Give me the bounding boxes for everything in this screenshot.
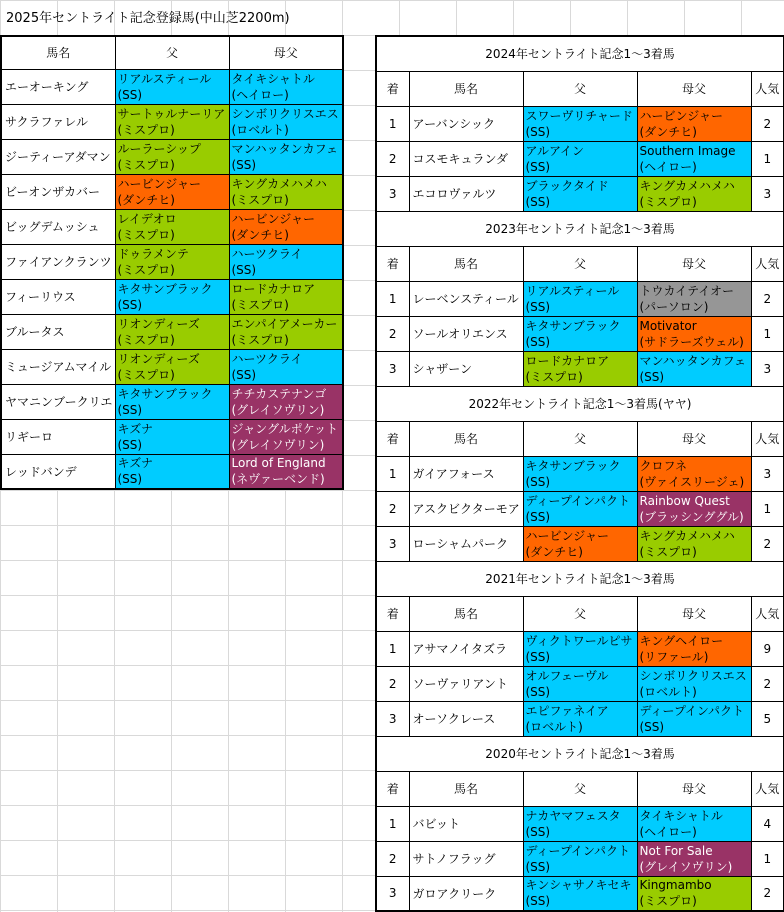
rank-cell[interactable]: 2 <box>376 316 409 351</box>
bloodline-text: (SS) <box>525 299 551 314</box>
horse-name-text: ロードカナロア <box>231 281 316 296</box>
damsire-cell[interactable] <box>229 419 343 454</box>
rank-cell[interactable]: 2 <box>376 491 409 526</box>
horse-name-cell[interactable]: フィーリウス <box>1 279 115 314</box>
damsire-cell[interactable] <box>229 279 343 314</box>
horse-name-text: ハービンジャー <box>117 176 201 191</box>
horse-name-cell[interactable]: ガロアクリーク <box>409 876 523 911</box>
popularity-cell[interactable]: 1 <box>751 841 784 876</box>
sire-cell[interactable] <box>115 419 229 454</box>
column-header-sire: 父 <box>523 596 637 631</box>
sire-cell[interactable] <box>523 841 637 876</box>
column-header-rank: 着 <box>376 771 409 806</box>
column-header-name: 馬名 <box>409 771 523 806</box>
column-header-damsire: 母父 <box>637 596 751 631</box>
bloodline-text: (SS) <box>231 262 257 277</box>
horse-name-text: リアルスティール <box>525 283 620 298</box>
horse-name-text: ハービンジャー <box>639 108 723 123</box>
sire-cell[interactable] <box>523 631 637 666</box>
column-header-sire: 父 <box>523 771 637 806</box>
horse-name-text: リオンディーズ <box>117 316 200 331</box>
bloodline-text: (SS) <box>117 472 143 487</box>
horse-name-text: Motivator <box>639 318 697 333</box>
sire-cell[interactable] <box>115 384 229 419</box>
bloodline-text: (ブラッシンググル) <box>639 509 744 524</box>
horse-name-cell[interactable]: サトノフラッグ <box>409 841 523 876</box>
table-row <box>376 351 784 386</box>
horse-name-text: キンシャサノキセキ <box>525 878 632 893</box>
bloodline-text: (ダンチヒ) <box>639 124 697 139</box>
bloodline-text: (ヴァイスリージェ) <box>639 474 745 489</box>
popularity-cell[interactable]: 1 <box>751 491 784 526</box>
horse-name-text: キタサンブラック <box>525 458 621 473</box>
bloodline-text: (SS) <box>525 509 551 524</box>
bloodline-text: (パーソロン) <box>639 299 709 314</box>
horse-name-text: ジャングルポケット <box>231 421 339 436</box>
damsire-cell[interactable] <box>637 526 751 561</box>
bloodline-text: (ネヴァーベンド) <box>231 472 325 487</box>
horse-name-text: Lord of England <box>231 456 326 471</box>
column-header-sire: 父 <box>523 246 637 281</box>
bloodline-text: (ロベルト) <box>639 684 697 699</box>
horse-name-text: キングカメハメハ <box>639 528 735 543</box>
horse-name-text: シンボリクリスエス <box>231 106 339 121</box>
horse-name-cell[interactable]: コスモキュランダ <box>409 141 523 176</box>
year-title-row <box>376 561 784 596</box>
horse-name-cell[interactable]: バビット <box>409 806 523 841</box>
table-row <box>376 841 784 876</box>
horse-name-cell[interactable]: ファイアンクランツ <box>1 244 115 279</box>
damsire-cell[interactable] <box>229 244 343 279</box>
damsire-cell[interactable] <box>637 141 751 176</box>
table-row <box>376 876 784 911</box>
bloodline-text: (ミスプロ) <box>639 544 697 559</box>
damsire-cell[interactable] <box>637 631 751 666</box>
year-title: 2021年セントライト記念1～3着馬 <box>376 561 784 596</box>
header-row <box>376 246 784 281</box>
damsire-cell[interactable] <box>229 174 343 209</box>
horse-name-text: タイキシャトル <box>639 808 723 823</box>
table-row <box>376 701 784 736</box>
sire-cell[interactable] <box>115 279 229 314</box>
table-row <box>376 141 784 176</box>
popularity-cell[interactable]: 3 <box>751 351 784 386</box>
column-header-pop: 人気 <box>751 596 784 631</box>
column-header-pop: 人気 <box>751 71 784 106</box>
damsire-cell[interactable] <box>637 176 751 211</box>
bloodline-text: (SS) <box>525 474 551 489</box>
year-title-row <box>376 211 784 246</box>
header-row <box>376 71 784 106</box>
horse-name-text: エピファネイア <box>525 703 609 718</box>
bloodline-text: (SS) <box>525 159 551 174</box>
horse-name-text: ヴィクトワールピサ <box>525 633 633 648</box>
horse-name-text: Not For Sale <box>639 843 713 858</box>
horse-name-cell[interactable]: レーベンスティール <box>409 281 523 316</box>
bloodline-text: (SS) <box>231 367 257 382</box>
horse-name-text: レイデオロ <box>117 211 177 226</box>
table-row <box>376 631 784 666</box>
bloodline-text: (ヘイロー) <box>639 824 697 839</box>
horse-name-text: ロードカナロア <box>525 353 610 368</box>
table-row <box>1 384 343 419</box>
bloodline-text: (SS) <box>639 719 665 734</box>
table-row <box>1 454 343 489</box>
bloodline-text: (リファール) <box>639 649 709 664</box>
header-row <box>376 421 784 456</box>
table-row <box>1 209 343 244</box>
table-row <box>1 69 343 104</box>
sire-cell[interactable] <box>115 139 229 174</box>
damsire-cell[interactable] <box>637 666 751 701</box>
damsire-cell[interactable] <box>229 384 343 419</box>
bloodline-text: (SS) <box>117 87 143 102</box>
horse-name-text: ナカヤマフェスタ <box>525 808 621 823</box>
bloodline-text: (ミスプロ) <box>117 262 175 277</box>
rank-cell[interactable]: 1 <box>376 281 409 316</box>
bloodline-text: (SS) <box>525 649 551 664</box>
horse-name-text: キタサンブラック <box>117 386 213 401</box>
sire-cell[interactable] <box>523 526 637 561</box>
popularity-cell[interactable]: 4 <box>751 806 784 841</box>
column-header-damsire: 母父 <box>229 36 343 69</box>
horse-name-text: サートゥルナーリア <box>117 106 226 121</box>
horse-name-text: リオンディーズ <box>117 351 200 366</box>
bloodline-text: (ロベルト) <box>231 122 289 137</box>
sire-cell[interactable] <box>523 456 637 491</box>
table-row <box>376 491 784 526</box>
popularity-cell[interactable]: 2 <box>751 666 784 701</box>
damsire-cell[interactable] <box>637 841 751 876</box>
popularity-cell[interactable]: 2 <box>751 281 784 316</box>
bloodline-text: (ヘイロー) <box>639 159 697 174</box>
column-header-damsire: 母父 <box>637 421 751 456</box>
bloodline-text: (ロベルト) <box>525 719 583 734</box>
horse-name-text: キングカメハメハ <box>231 176 327 191</box>
horse-name-text: キタサンブラック <box>525 318 621 333</box>
sire-cell[interactable] <box>115 244 229 279</box>
bloodline-text: (SS) <box>639 369 665 384</box>
column-header-sire: 父 <box>115 36 229 69</box>
damsire-cell[interactable] <box>637 456 751 491</box>
horse-name-cell[interactable]: ジーティーアダマン <box>1 139 115 174</box>
sire-cell[interactable] <box>523 701 637 736</box>
bloodline-text: (SS) <box>117 437 143 452</box>
horse-name-text: キズナ <box>117 456 154 471</box>
bloodline-text: (グレイソヴリン) <box>231 402 325 417</box>
year-title-row <box>376 386 784 421</box>
horse-name-text: クロフネ <box>639 458 688 473</box>
horse-name-cell[interactable]: エーオーキング <box>1 69 115 104</box>
horse-name-text: Kingmambo <box>639 878 712 893</box>
horse-name-text: キングヘイロー <box>639 633 724 648</box>
horse-name-text: シンボリクリスエス <box>639 668 747 683</box>
sire-cell[interactable] <box>523 876 637 911</box>
horse-name-text: スワーヴリチャード <box>525 108 633 123</box>
sire-cell[interactable] <box>523 491 637 526</box>
table-row <box>1 314 343 349</box>
horse-name-text: ディープインパクト <box>525 843 631 858</box>
horse-name-text: キングカメハメハ <box>639 178 735 193</box>
table-row <box>376 106 784 141</box>
popularity-cell[interactable]: 9 <box>751 631 784 666</box>
horse-name-cell[interactable]: レッドバンデ <box>1 454 115 489</box>
bloodline-text: (ミスプロ) <box>639 194 697 209</box>
popularity-cell[interactable]: 1 <box>751 141 784 176</box>
horse-name-cell[interactable]: アスクビクターモア <box>409 491 523 526</box>
column-header-sire: 父 <box>523 71 637 106</box>
sire-cell[interactable] <box>115 349 229 384</box>
rank-cell[interactable]: 2 <box>376 841 409 876</box>
column-header-rank: 着 <box>376 246 409 281</box>
horse-name-cell[interactable]: ソールオリエンス <box>409 316 523 351</box>
bloodline-text: (グレイソヴリン) <box>639 859 733 874</box>
bloodline-text: (ミスプロ) <box>117 157 175 172</box>
popularity-cell[interactable]: 2 <box>751 876 784 911</box>
horse-name-text: ハービンジャー <box>231 211 315 226</box>
rank-cell[interactable]: 1 <box>376 631 409 666</box>
sheet-title: 2025年セントライト記念登録馬(中山芝2200m) <box>6 11 290 26</box>
year-title: 2023年セントライト記念1～3着馬 <box>376 211 784 246</box>
horse-name-text: リアルスティール <box>117 71 212 86</box>
year-title: 2022年セントライト記念1～3着馬(ヤヤ) <box>376 386 784 421</box>
header-row <box>1 36 343 69</box>
year-title-row <box>376 36 784 71</box>
bloodline-text: (SS) <box>525 124 551 139</box>
sire-cell[interactable] <box>115 209 229 244</box>
table-row <box>1 174 343 209</box>
bloodline-text: (ミスプロ) <box>117 367 175 382</box>
horse-name-cell[interactable]: ヤマニンブークリエ <box>1 384 115 419</box>
column-header-pop: 人気 <box>751 246 784 281</box>
horse-name-cell[interactable]: ビッグデムッシュ <box>1 209 115 244</box>
bloodline-text: (SS) <box>525 894 551 909</box>
popularity-cell[interactable]: 3 <box>751 456 784 491</box>
sire-cell[interactable] <box>115 174 229 209</box>
damsire-cell[interactable] <box>229 139 343 174</box>
horse-name-cell[interactable]: ビーオンザカバー <box>1 174 115 209</box>
horse-name-cell[interactable]: ミュージアムマイル <box>1 349 115 384</box>
bloodline-text: (ミスプロ) <box>525 369 583 384</box>
table-row <box>1 244 343 279</box>
sire-cell[interactable] <box>523 141 637 176</box>
horse-name-text: トウカイテイオー <box>639 283 734 298</box>
popularity-cell[interactable]: 2 <box>751 526 784 561</box>
horse-name-text: ドゥラメンテ <box>117 246 189 261</box>
horse-name-cell[interactable]: オーソクレース <box>409 701 523 736</box>
rank-cell[interactable]: 1 <box>376 456 409 491</box>
rank-cell[interactable]: 1 <box>376 806 409 841</box>
table-row <box>1 279 343 314</box>
column-header-damsire: 母父 <box>637 771 751 806</box>
year-title: 2020年セントライト記念1～3着馬 <box>376 736 784 771</box>
damsire-cell[interactable] <box>229 104 343 139</box>
bloodline-text: (SS) <box>525 334 551 349</box>
horse-name-text: Rainbow Quest <box>639 493 730 508</box>
column-header-name: 馬名 <box>409 596 523 631</box>
header-row <box>376 596 784 631</box>
damsire-cell[interactable] <box>229 314 343 349</box>
column-header-pop: 人気 <box>751 771 784 806</box>
sire-cell[interactable] <box>115 104 229 139</box>
horse-name-text: タイキシャトル <box>231 71 315 86</box>
horse-name-cell[interactable]: ガイアフォース <box>409 456 523 491</box>
damsire-cell[interactable] <box>637 106 751 141</box>
bloodline-text: (ミスプロ) <box>231 192 289 207</box>
horse-name-text: アルアイン <box>525 143 584 158</box>
bloodline-text: (グレイソヴリン) <box>231 437 325 452</box>
horse-name-cell[interactable]: ソーヴァリアント <box>409 666 523 701</box>
horse-name-text: キタサンブラック <box>117 281 213 296</box>
sire-cell[interactable] <box>115 314 229 349</box>
damsire-cell[interactable] <box>637 701 751 736</box>
table-row <box>376 526 784 561</box>
rank-cell[interactable]: 3 <box>376 876 409 911</box>
bloodline-text: (SS) <box>525 684 551 699</box>
sire-cell[interactable] <box>523 351 637 386</box>
horse-name-text: キズナ <box>117 421 154 436</box>
table-row <box>376 316 784 351</box>
bloodline-text: (ダンチヒ) <box>525 544 583 559</box>
damsire-cell[interactable] <box>637 876 751 911</box>
bloodline-text: (SS) <box>525 859 551 874</box>
horse-name-text: ルーラーシップ <box>117 141 202 156</box>
popularity-cell[interactable]: 2 <box>751 106 784 141</box>
rank-cell[interactable]: 2 <box>376 141 409 176</box>
bloodline-text: (SS) <box>231 157 257 172</box>
damsire-cell[interactable] <box>637 316 751 351</box>
bloodline-text: (SS) <box>525 824 551 839</box>
damsire-cell[interactable] <box>229 349 343 384</box>
bloodline-text: (ミスプロ) <box>231 332 289 347</box>
rank-cell[interactable]: 2 <box>376 666 409 701</box>
horse-name-cell[interactable]: エコロヴァルツ <box>409 176 523 211</box>
table-row <box>376 456 784 491</box>
bloodline-text: (SS) <box>525 194 551 209</box>
damsire-cell[interactable] <box>637 281 751 316</box>
bloodline-text: (ミスプロ) <box>117 227 175 242</box>
sire-cell[interactable] <box>523 176 637 211</box>
damsire-cell[interactable] <box>229 454 343 489</box>
horse-name-text: ブラックタイド <box>525 178 609 193</box>
horse-name-cell[interactable]: アサマノイタズラ <box>409 631 523 666</box>
table-row <box>1 419 343 454</box>
registered-horses-table <box>0 35 344 490</box>
horse-name-cell[interactable]: アーバンシック <box>409 106 523 141</box>
damsire-cell[interactable] <box>229 69 343 104</box>
popularity-cell[interactable]: 5 <box>751 701 784 736</box>
horse-name-text: ハーツクライ <box>231 246 303 261</box>
popularity-cell[interactable]: 1 <box>751 316 784 351</box>
header-row <box>376 771 784 806</box>
horse-name-text: マンハッタンカフェ <box>639 353 747 368</box>
horse-name-text: Southern Image <box>639 143 736 158</box>
horse-name-text: ハーツクライ <box>231 351 303 366</box>
horse-name-cell[interactable]: ローシャムパーク <box>409 526 523 561</box>
horse-name-text: ハービンジャー <box>525 528 609 543</box>
bloodline-text: (ミスプロ) <box>231 297 289 312</box>
sire-cell[interactable] <box>523 806 637 841</box>
column-header-rank: 着 <box>376 71 409 106</box>
horse-name-text: チチカステナンゴ <box>231 386 327 401</box>
bloodline-text: (ダンチヒ) <box>231 227 289 242</box>
damsire-cell[interactable] <box>637 491 751 526</box>
sire-cell[interactable] <box>523 666 637 701</box>
table-row <box>376 281 784 316</box>
damsire-cell[interactable] <box>637 806 751 841</box>
horse-name-text: ディープインパクト <box>639 703 745 718</box>
damsire-cell[interactable] <box>229 209 343 244</box>
bloodline-text: (ヘイロー) <box>231 87 289 102</box>
bloodline-text: (SS) <box>117 297 143 312</box>
past-results-table <box>375 35 784 912</box>
column-header-pop: 人気 <box>751 421 784 456</box>
rank-cell[interactable]: 1 <box>376 106 409 141</box>
table-row <box>1 104 343 139</box>
table-row <box>376 176 784 211</box>
sire-cell[interactable] <box>523 316 637 351</box>
column-header-damsire: 母父 <box>637 246 751 281</box>
bloodline-text: (サドラーズウェル) <box>639 334 744 349</box>
sire-cell[interactable] <box>115 69 229 104</box>
rank-cell[interactable]: 3 <box>376 526 409 561</box>
bloodline-text: (ダンチヒ) <box>117 192 175 207</box>
bloodline-text: (ミスプロ) <box>639 894 697 909</box>
table-row <box>1 139 343 174</box>
column-header-rank: 着 <box>376 596 409 631</box>
rank-cell[interactable]: 3 <box>376 351 409 386</box>
column-header-rank: 着 <box>376 421 409 456</box>
rank-cell[interactable]: 3 <box>376 176 409 211</box>
column-header-sire: 父 <box>523 421 637 456</box>
horse-name-cell[interactable]: シャザーン <box>409 351 523 386</box>
horse-name-text: ディープインパクト <box>525 493 631 508</box>
horse-name-text: マンハッタンカフェ <box>231 141 339 156</box>
column-header-damsire: 母父 <box>637 71 751 106</box>
table-row <box>1 349 343 384</box>
year-title-row <box>376 736 784 771</box>
bloodline-text: (ミスプロ) <box>117 122 175 137</box>
popularity-cell[interactable]: 3 <box>751 176 784 211</box>
horse-name-cell[interactable]: ブルータス <box>1 314 115 349</box>
horse-name-cell[interactable]: リギーロ <box>1 419 115 454</box>
horse-name-text: オルフェーヴル <box>525 668 609 683</box>
horse-name-cell[interactable]: サクラファレル <box>1 104 115 139</box>
horse-name-text: エンパイアメーカー <box>231 316 338 331</box>
sire-cell[interactable] <box>523 106 637 141</box>
table-row <box>376 666 784 701</box>
column-header-name: 馬名 <box>409 71 523 106</box>
sire-cell[interactable] <box>523 281 637 316</box>
table-row <box>376 806 784 841</box>
rank-cell[interactable]: 3 <box>376 701 409 736</box>
year-title: 2024年セントライト記念1～3着馬 <box>376 36 784 71</box>
bloodline-text: (SS) <box>117 402 143 417</box>
sire-cell[interactable] <box>115 454 229 489</box>
damsire-cell[interactable] <box>637 351 751 386</box>
column-header-name: 馬名 <box>409 246 523 281</box>
column-header-name: 馬名 <box>409 421 523 456</box>
column-header-name: 馬名 <box>1 36 115 69</box>
bloodline-text: (ミスプロ) <box>117 332 175 347</box>
